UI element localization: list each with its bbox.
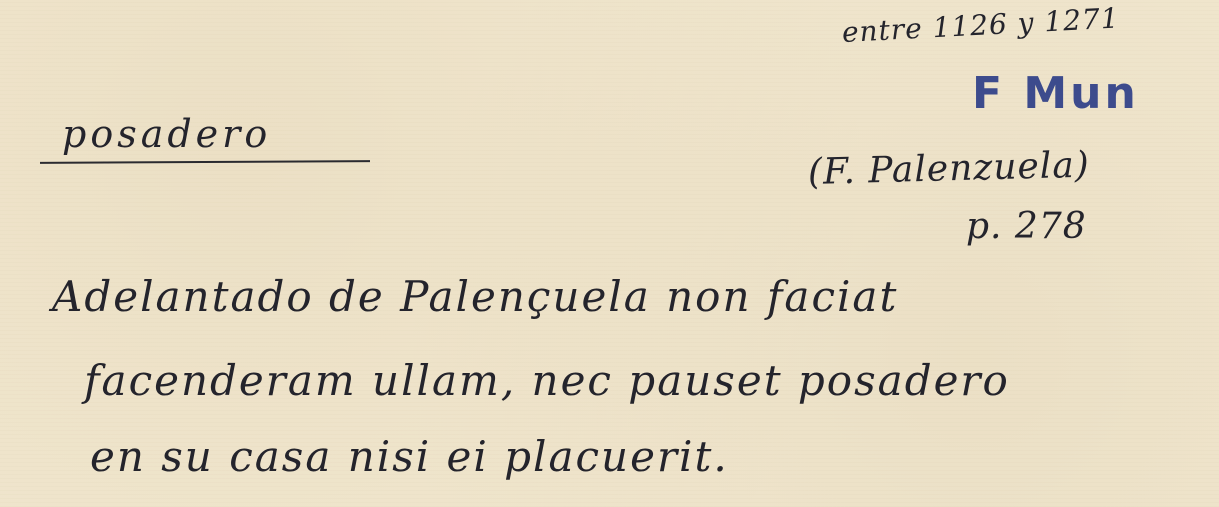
source-note: (F. Palenzuela) bbox=[807, 144, 1091, 193]
headword: posadero bbox=[62, 112, 272, 156]
date-note: entre 1126 y 1271 bbox=[841, 1, 1121, 49]
headword-underline bbox=[40, 160, 370, 164]
quote-line: en su casa nisi ei placuerit. bbox=[90, 432, 729, 481]
quote-line: Adelantado de Palençuela non faciat bbox=[52, 272, 899, 321]
source-stamp: F Mun bbox=[972, 68, 1139, 119]
quote-line: facenderam ullam, nec pauset posadero bbox=[84, 356, 1010, 405]
page-reference: p. 278 bbox=[966, 206, 1087, 247]
